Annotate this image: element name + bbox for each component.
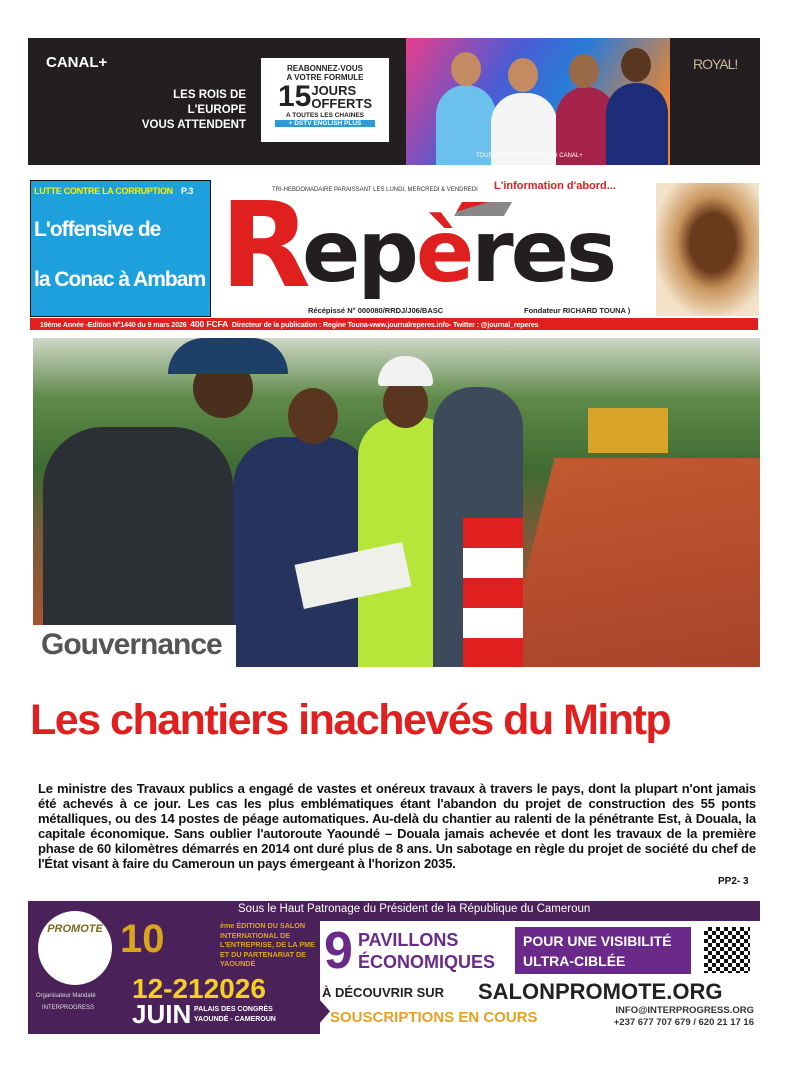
canal-plus-logo: CANAL+ [46,54,108,71]
page-reference: PP2- 3 [718,876,749,887]
offer-number: 15 [277,80,312,113]
offer-line: REABONNEZ-VOUS [286,64,363,73]
teaser-page: P.3 [181,186,194,196]
founder-portrait [656,183,759,316]
director-info: Directeur de la publication : Regine Touna-www.journalreperes.info- Twitter : @journal_reperes [231,322,539,329]
edition-number: 10 [120,917,165,961]
subscriptions-label: SOUSCRIPTIONS EN COURS [330,1009,538,1026]
corruption-teaser[interactable] [30,180,211,317]
ad-headline [116,88,246,133]
interprogress-logo: INTERPROGRESS [42,1005,95,1011]
teaser-kicker: LUTTE CONTRE LA CORRUPTION [34,186,173,196]
founder: Fondateur RICHARD TOUNA ) [524,306,631,315]
salon-promote-advertisement[interactable] [28,901,760,1034]
offer-channels: A TOUTES LES CHAINES [285,112,364,119]
offer-line: A VOTRE FORMULE [286,73,364,82]
ad-offer-box [261,58,389,142]
venue: PALAIS DES CONGRÈS YAOUNDÉ - CAMEROUN [194,1006,276,1023]
teaser-title-line: L'offensive de [34,218,161,241]
section-label: Gouvernance [33,625,236,667]
edition-text: ème ÉDITION DU SALON INTERNATIONAL DE L'ENTREPRISE, DE LA PME ET DU PARTENARIAT DE YAOUNDÉ [220,921,315,968]
website-link[interactable]: SALONPROMOTE.ORG [478,979,723,1004]
lead-photo [33,338,760,667]
offer-days-text: JOURS OFFERTS [311,83,373,111]
edition-info: 19ème Année -Edition N°1440 du 9 mars 2026 [40,322,187,329]
offer-days [261,82,389,112]
promote-logo: PROMOTE [38,911,112,985]
edition-band [30,318,758,330]
patronage: Sous le Haut Patronage du Président de la République du Cameroun [238,903,591,915]
discover-label: À DÉCOUVRIR SUR [322,985,445,1000]
lead-summary: Le ministre des Travaux publics a engagé de vastes et onéreux travaux à travers le pays, dont la plupart n'ont jamais été achevés à ce jour. Les cas les plus emblématiques étant l'abandon du projet de construction des 55 ponts métalliques, ou des 14 postes de péage automatiques. Au-delà du chantier au ralenti de la pénétrante Est, à Douala, la capitale économique. Sans oublier l'autoroute Yaoundé – Douala jamais achevée et dont les travaux de la première phase de 60 kilomètres démarrés en 2014 ont duré plus de 8 ans. Un sabotage en règle du projet de société du chef de l'État visant à faire du Cameroun un pays émergeant à l'horizon 2035. [38,781,756,871]
teaser-title [34,205,205,305]
publication-frequency: TRI-HEBDOMADAIRE PARAISSANT LES LUNDI, MERCREDI & VENDREDI [272,187,478,193]
offer-dstv: + DSTV ENGLISH PLUS [275,120,375,127]
ad-headline-line: LES ROIS DE L'EUROPE [173,89,246,116]
logo-letter-r: R [220,176,311,314]
teaser-title-line: la Conac à Ambam [34,268,206,291]
event-month: JUIN [132,999,192,1029]
slogan: L'information d'abord... [494,180,616,192]
lead-headline[interactable]: Les chantiers inachevés du Mintp [30,696,671,744]
promo-text: TOUS LES MERCREDIS SUR CANAL+ [476,153,583,159]
visibility-box: POUR UNE VISIBILITÉ ULTRA-CIBLÉE [515,927,691,974]
ad-headline-line: VOUS ATTENDENT [141,119,246,131]
royal-logo: ROYAL! [693,56,738,72]
pavillons-text: PAVILLONS ÉCONOMIQUES [358,930,496,972]
price: 400 FCFA [190,319,229,329]
football-players-image [406,38,670,165]
organizer-label: Organisateur Mandaté [36,993,96,999]
logo-rest: epères [302,202,615,302]
recepisse: Récépissé N° 000080/RRDJ/J06/BASC [308,306,444,315]
qr-code[interactable] [704,927,750,973]
canal-plus-advertisement[interactable] [28,38,760,165]
event-dates: 12-212026 [132,973,266,1004]
contact-info: INFO@INTERPROGRESS.ORG +237 677 707 679 / 620 21 17 16 [613,1005,754,1028]
pavillons-number: 9 [324,922,353,980]
